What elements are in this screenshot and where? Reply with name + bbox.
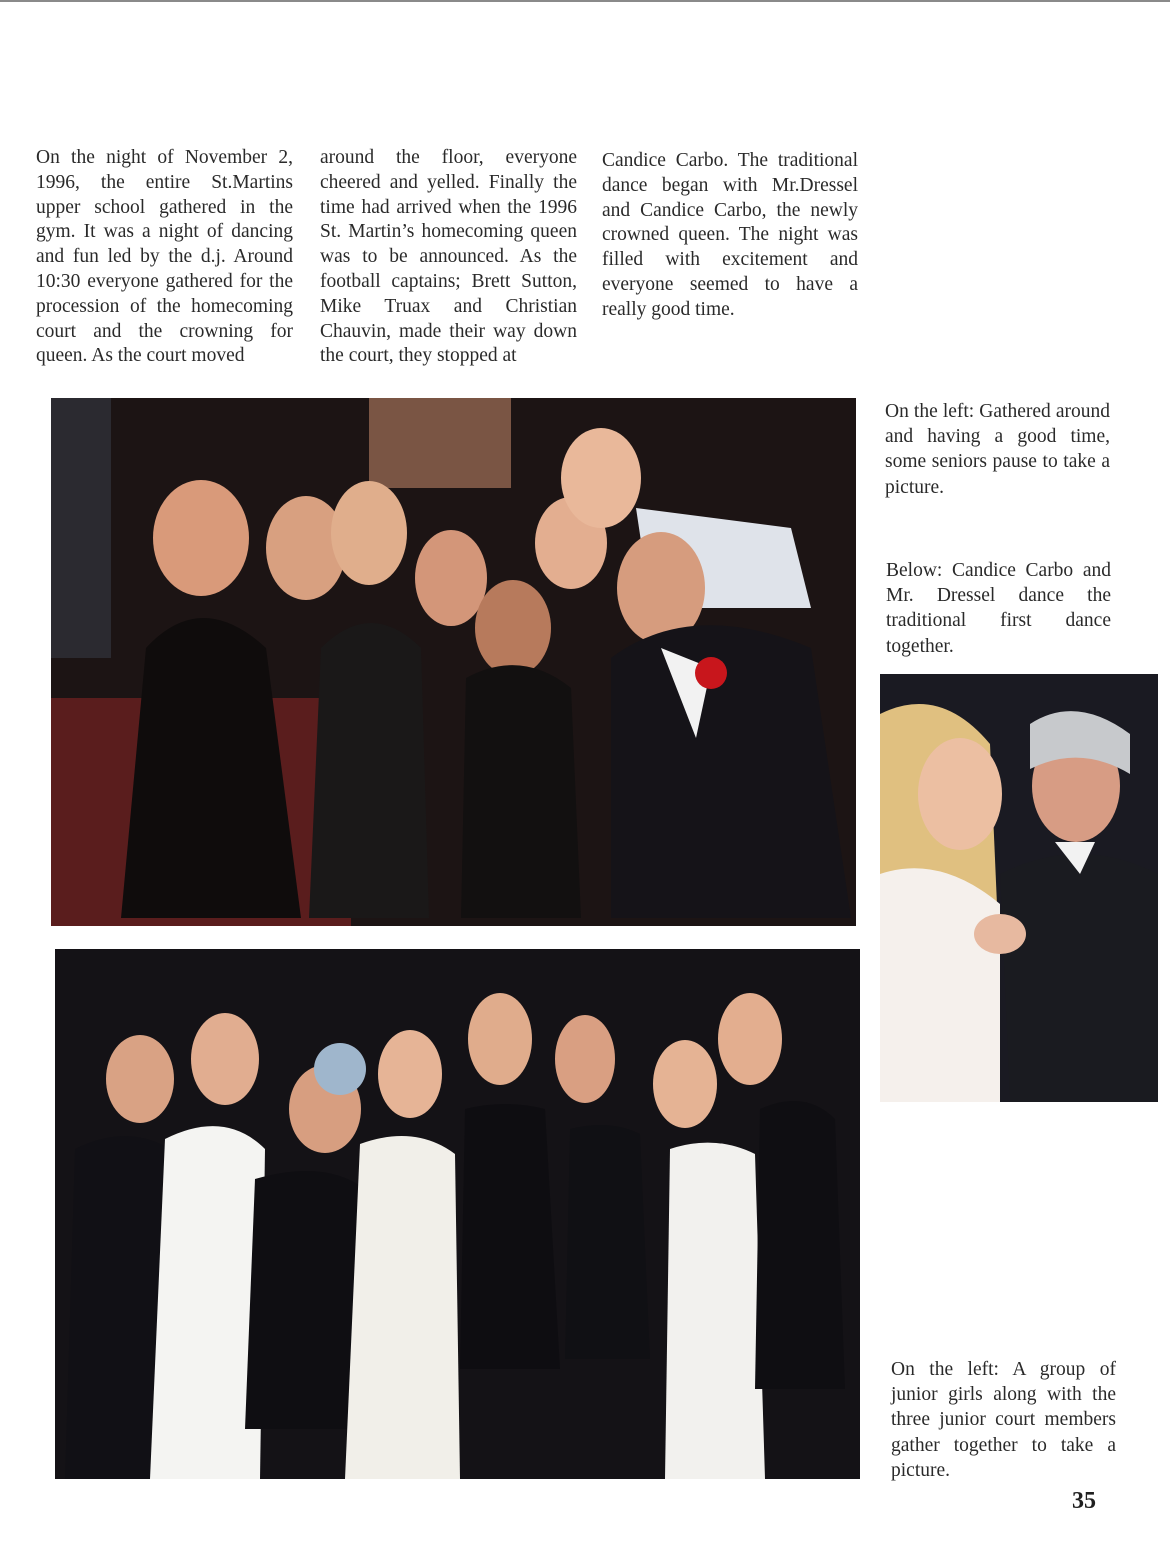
seniors-photo-caption: On the left: Gathered around and having a good time, some seniors pause to take a picture.: [885, 401, 1110, 498]
junior-girls-photo-caption: On the left: A group of junior girls along with the three junior court members gather together to take a picture.: [891, 1359, 1116, 1481]
seniors-group-photo: [51, 398, 856, 926]
junior-girls-group-photo: [55, 949, 860, 1479]
article-column-2: around the floor, everyone cheered and yelled. Finally the time had arrived when the 1996 St. Martin’s homecoming queen was to be announced. As the football captains; Brett Sutton, Mike Truax and Christian Chauvin, made their way down the court, they stopped at: [320, 147, 577, 367]
first-dance-photo: [880, 674, 1158, 1102]
article-column-1: On the night of November 2, 1996, the entire St.Martins upper school gathered in the gym. It was a night of dancing and fun led by the d.j. Around 10:30 everyone gathered for the procession of the homecoming court and the crowning for queen. As the court moved: [36, 147, 293, 367]
page-number: 35: [1072, 1488, 1096, 1514]
first-dance-photo-caption: Below: Candice Carbo and Mr. Dressel dance the traditional first dance together.: [886, 560, 1111, 657]
article-column-3: Candice Carbo. The traditional dance began with Mr.Dressel and Candice Carbo, the newly crowned queen. The night was filled with excitement and everyone seemed to have a really good time.: [602, 150, 858, 320]
top-rule: [0, 0, 1170, 2]
